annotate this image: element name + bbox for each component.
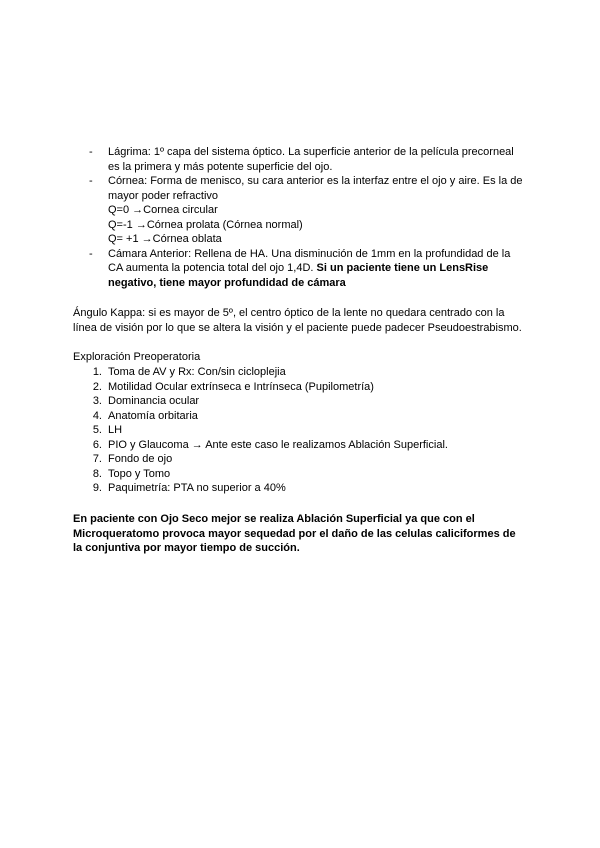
text-line: - Cámara Anterior: Rellena de HA. Una disminución de 1mm en la profundidad de la bbox=[108, 247, 511, 260]
list-item bbox=[88, 467, 528, 482]
list-item bbox=[88, 365, 528, 380]
item-number: 5. bbox=[92, 424, 102, 436]
list-item bbox=[88, 481, 528, 496]
text-line: la conjuntiva por mayor tiempo de succión. bbox=[73, 542, 300, 554]
list-item-lagrima bbox=[89, 145, 529, 174]
text-line: línea de visión por lo que se altera la visión y el paciente puede padecer Pseudoestrabismo. bbox=[73, 321, 522, 334]
item-number: 2. bbox=[92, 380, 102, 393]
list-item bbox=[88, 438, 528, 453]
item-number: 1. bbox=[92, 366, 102, 378]
item-text: Toma de AV y Rx: Con/sin cicloplejia bbox=[108, 366, 286, 378]
list-item-camara-anterior bbox=[89, 247, 529, 291]
item-number: 3. bbox=[92, 395, 102, 407]
item-text: Topo y Tomo bbox=[108, 467, 171, 480]
list-item bbox=[88, 452, 528, 467]
conclusion-paragraph bbox=[73, 512, 543, 556]
list-item bbox=[88, 380, 528, 395]
item-text: Paquimetría: PTA no superior a 40% bbox=[108, 482, 286, 494]
list-item-cornea bbox=[89, 174, 529, 247]
item-number: 9. bbox=[92, 482, 102, 494]
list-item bbox=[88, 394, 528, 409]
text-line: Q=-1 →Córnea prolata (Córnea normal) bbox=[108, 218, 303, 231]
item-text: Dominancia ocular bbox=[108, 395, 200, 407]
item-text: PIO y Glaucoma → Ante este caso le realizamos Ablación Superficial. bbox=[108, 438, 448, 451]
item-text: LH bbox=[108, 424, 123, 436]
text-line: - Córnea: Forma de menisco, su cara anterior es la interfaz entre el ojo y aire. Es la de bbox=[108, 175, 523, 187]
text-normal: CA aumenta la potencia total del ojo 1,4D. bbox=[108, 262, 317, 274]
text-line: Microqueratomo provoca mayor sequedad por el daño de las celulas caliciformes de bbox=[73, 527, 516, 540]
text-line: En paciente con Ojo Seco mejor se realiza Ablación Superficial ya que con el bbox=[73, 513, 475, 525]
angulo-kappa-paragraph bbox=[73, 306, 533, 335]
exploracion-heading: Exploración Preoperatoria bbox=[73, 351, 201, 363]
text-line: Ángulo Kappa: si es mayor de 5º, el centro óptico de la lente no quedara centrado con la bbox=[73, 307, 505, 319]
text-bold: Si un paciente tiene un LensRise bbox=[316, 262, 489, 274]
text-line-bold: negativo, tiene mayor profundidad de cámara bbox=[108, 276, 346, 289]
text-line: - Lágrima: 1º capa del sistema óptico. La superficie anterior de la película precorneal bbox=[108, 146, 514, 158]
item-number: 8. bbox=[92, 467, 102, 480]
list-item bbox=[88, 423, 528, 438]
item-text: Motilidad Ocular extrínseca e Intrínseca (Pupilometría) bbox=[108, 380, 374, 393]
item-number: 4. bbox=[92, 409, 102, 422]
list-item bbox=[88, 409, 528, 424]
text-line bbox=[108, 261, 529, 276]
item-number: 6. bbox=[92, 438, 102, 451]
item-number: 7. bbox=[92, 453, 102, 465]
text-line: es la primera y más potente superficie del ojo. bbox=[108, 160, 333, 173]
text-line: Q= +1 →Córnea oblata bbox=[108, 233, 222, 245]
exploracion-list bbox=[88, 365, 528, 496]
item-text: Anatomía orbitaria bbox=[108, 409, 198, 422]
text-line: mayor poder refractivo bbox=[108, 189, 219, 202]
item-text: Fondo de ojo bbox=[108, 453, 173, 465]
dash-list bbox=[89, 145, 529, 290]
text-line: Q=0 →Cornea circular bbox=[108, 204, 218, 216]
